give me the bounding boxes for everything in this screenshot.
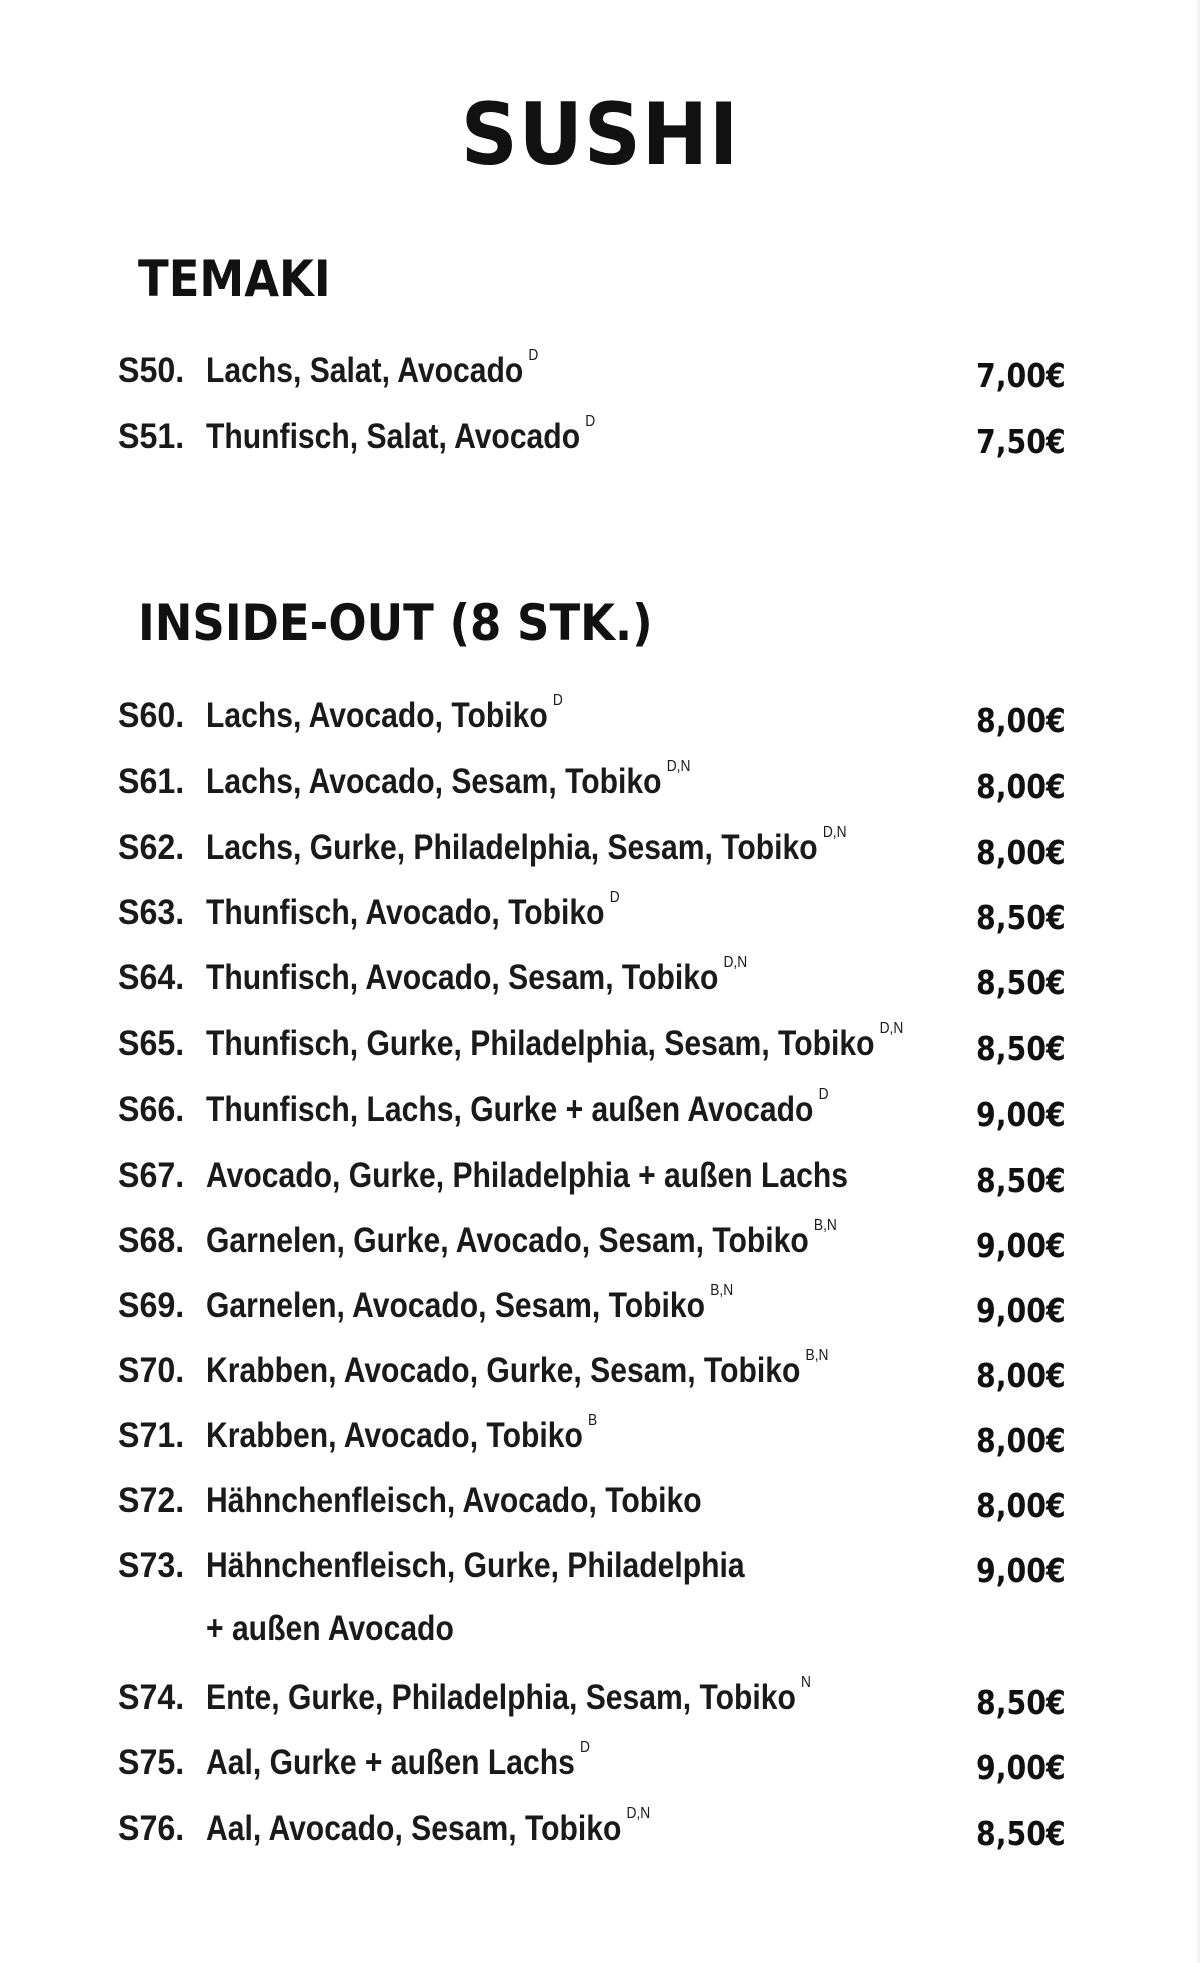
item-description-text: Thunfisch, Gurke, Philadelphia, Sesam, Tobiko (206, 1024, 875, 1063)
allergen-codes: B,N (813, 1217, 837, 1234)
item-description (206, 1480, 702, 1522)
allergen-codes: N (801, 1674, 811, 1691)
item-code: S63. (118, 893, 185, 932)
item-description-text: Krabben, Avocado, Gurke, Sesam, Tobiko (206, 1351, 801, 1390)
item-price: 8,00€ (976, 1421, 1066, 1460)
page-title: SUSHI (460, 85, 740, 185)
item-description (206, 1412, 598, 1457)
item-description-text: Thunfisch, Avocado, Tobiko (206, 893, 605, 932)
item-description (206, 1545, 745, 1587)
item-description (206, 1020, 904, 1065)
item-code: S51. (118, 417, 185, 456)
item-description-text: Lachs, Avocado, Tobiko (206, 696, 548, 735)
item-description (206, 1217, 837, 1262)
item-code: S68. (118, 1221, 185, 1260)
menu-item (118, 1545, 1068, 1601)
item-description-text: Ente, Gurke, Philadelphia, Sesam, Tobiko (206, 1678, 796, 1717)
menu-item (118, 1155, 1068, 1211)
item-code: S66. (118, 1090, 185, 1129)
allergen-codes: D (528, 347, 539, 364)
allergen-codes: D (818, 1086, 829, 1103)
item-description (206, 1086, 829, 1131)
item-code: S74. (118, 1678, 185, 1717)
item-price: 8,50€ (976, 963, 1066, 1002)
allergen-codes: B,N (710, 1282, 734, 1299)
item-code: S76. (118, 1809, 185, 1848)
menu-item (118, 692, 1068, 751)
item-description-text: Lachs, Avocado, Sesam, Tobiko (206, 762, 662, 801)
item-price: 7,50€ (976, 422, 1066, 461)
menu-item (118, 1480, 1068, 1536)
item-description (206, 824, 847, 869)
item-description (206, 413, 596, 458)
item-price: 8,00€ (976, 701, 1066, 740)
item-code: S64. (118, 958, 185, 997)
item-price: 8,50€ (976, 1814, 1066, 1853)
menu-item (118, 824, 1068, 883)
item-description-text: Thunfisch, Avocado, Sesam, Tobiko (206, 958, 719, 997)
menu-item (118, 889, 1068, 948)
item-price: 9,00€ (976, 1226, 1066, 1265)
item-code: S72. (118, 1481, 185, 1520)
item-price: 8,00€ (976, 1486, 1066, 1525)
item-price: 8,00€ (976, 1356, 1066, 1395)
item-price: 7,00€ (976, 356, 1066, 395)
item-code: S70. (118, 1351, 185, 1390)
section-heading: INSIDE-OUT (8 STK.) (138, 594, 653, 652)
menu-item (118, 1805, 1068, 1864)
item-code: S60. (118, 696, 185, 735)
item-price: 8,50€ (976, 1029, 1066, 1068)
item-description-text: Hähnchenfleisch, Avocado, Tobiko (206, 1481, 702, 1520)
allergen-codes: B,N (805, 1347, 829, 1364)
item-description (206, 347, 539, 392)
item-price: 8,00€ (976, 767, 1066, 806)
item-code: S67. (118, 1156, 185, 1195)
menu-item (118, 758, 1068, 817)
menu-item (118, 413, 1068, 472)
allergen-codes: D,N (879, 1020, 904, 1037)
allergen-codes: D,N (822, 824, 847, 841)
item-price: 9,00€ (976, 1748, 1066, 1787)
allergen-codes: B (588, 1412, 598, 1429)
item-description-text: Hähnchenfleisch, Gurke, Philadelphia (206, 1546, 745, 1585)
item-code: S71. (118, 1416, 185, 1455)
item-description (206, 954, 748, 999)
item-code: S69. (118, 1286, 185, 1325)
menu-item (118, 347, 1068, 406)
item-description (206, 692, 563, 737)
section-heading: TEMAKI (138, 250, 331, 308)
allergen-codes: D,N (723, 954, 748, 971)
item-description (206, 1739, 590, 1784)
item-price: 9,00€ (976, 1551, 1066, 1590)
item-code: S73. (118, 1546, 185, 1585)
item-description-text: Aal, Avocado, Sesam, Tobiko (206, 1809, 622, 1848)
item-description (206, 1155, 848, 1197)
menu-item (118, 1347, 1068, 1406)
item-price: 9,00€ (976, 1095, 1066, 1134)
item-description (206, 1347, 829, 1392)
menu-item (118, 954, 1068, 1013)
item-description-text: Lachs, Gurke, Philadelphia, Sesam, Tobiko (206, 828, 818, 867)
item-price: 8,50€ (976, 1683, 1066, 1722)
item-description-text: Aal, Gurke + außen Lachs (206, 1743, 575, 1782)
menu-item (118, 1674, 1068, 1733)
menu-item (118, 1282, 1068, 1341)
menu-item (118, 1739, 1068, 1798)
item-description (206, 1282, 734, 1327)
item-code: S50. (118, 351, 185, 390)
item-description-text: Lachs, Salat, Avocado (206, 351, 524, 390)
item-price: 9,00€ (976, 1291, 1066, 1330)
menu-item (118, 1020, 1068, 1079)
item-description-continuation: + außen Avocado (206, 1609, 454, 1648)
item-description (206, 1805, 651, 1850)
item-price: 8,00€ (976, 833, 1066, 872)
menu-item (118, 1086, 1068, 1145)
item-description-text: Thunfisch, Salat, Avocado (206, 417, 581, 456)
allergen-codes: D (580, 1739, 590, 1756)
allergen-codes: D (609, 889, 620, 906)
item-price: 8,50€ (976, 1161, 1066, 1200)
item-description-text: Avocado, Gurke, Philadelphia + außen Lachs (206, 1156, 849, 1195)
allergen-codes: D,N (666, 758, 691, 775)
menu-item (118, 1412, 1068, 1471)
page-edge (1196, 0, 1200, 1963)
item-description-text: Garnelen, Avocado, Sesam, Tobiko (206, 1286, 706, 1325)
menu-item (118, 1217, 1068, 1276)
item-code: S61. (118, 762, 185, 801)
item-description (206, 1674, 811, 1719)
item-code: S62. (118, 828, 185, 867)
allergen-codes: D (552, 692, 563, 709)
allergen-codes: D,N (626, 1805, 651, 1822)
item-price: 8,50€ (976, 898, 1066, 937)
allergen-codes: D (585, 413, 596, 430)
item-description-text: Garnelen, Gurke, Avocado, Sesam, Tobiko (206, 1221, 809, 1260)
item-code: S65. (118, 1024, 185, 1063)
item-description-text: Thunfisch, Lachs, Gurke + außen Avocado (206, 1090, 814, 1129)
item-description-text: Krabben, Avocado, Tobiko (206, 1416, 583, 1455)
item-code: S75. (118, 1743, 185, 1782)
item-description (206, 758, 691, 803)
item-description (206, 889, 620, 934)
